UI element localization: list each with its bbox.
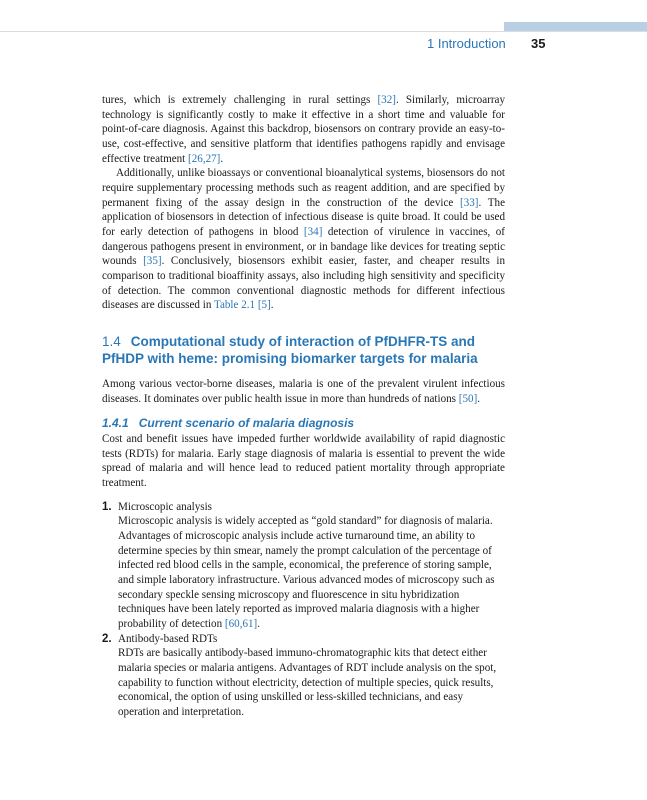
paragraph-4: Cost and benefit issues have impeded further worldwide availability of rapid diagnostic tests (RDTs) for malaria. Early stage diagnosis of malaria is essential to prevent the wide spread of malaria and will hence lead to reduced patient mortality through appropriate treatment. [102,433,505,490]
page-body [102,93,505,720]
subsection-number: 1.4.1 [102,416,129,431]
citation-link[interactable]: [50] [458,392,478,405]
list-item-number: 2. [102,632,112,645]
list-item-title: Microscopic analysis [118,500,212,513]
list-item-number: 1. [102,500,112,513]
section-title: Computational study of interaction of PfDHFR-TS and PfHDP with heme: promising biomarker targets for malaria [102,333,478,366]
subsection-heading [102,416,505,431]
citation-link[interactable]: [34] [303,225,323,238]
paragraph-3: Among various vector-borne diseases, malaria is one of the prevalent virulent infectious diseases. It dominates over public health issue in more than hundreds of nations [50]. [102,377,505,405]
table-link[interactable]: Table 2.1 [213,299,256,312]
citation-link[interactable]: [5] [257,299,271,312]
list-item [102,500,505,632]
list-item [102,632,505,720]
citation-link[interactable]: [26,27] [188,152,221,165]
citation-link[interactable]: [35] [143,255,162,268]
numbered-list [102,500,505,720]
section-number: 1.4 [102,333,121,349]
section-heading [102,333,505,367]
list-item-text: Microscopic analysis is widely accepted as “gold standard” for diagnosis of malaria. Advantages of microscopic analysis include active turnaround time, an ability to determine species by thin smear, namely the prompt calculation of the percentage of infected red blood cells in the sample, economical, the preference of storing sample, and simple laboratory infrastructure. Various advanced modes of microscopy such as secondary speckle sensing microscopy and fluorescence in situ hybridization techniques have been lately reported as improved malaria diagnosis with a higher probability of detection [60,61]. [118,515,495,631]
citation-link[interactable]: [33] [460,196,479,209]
running-head: 1 Introduction [427,36,506,51]
paragraph-2: Additionally, unlike bioassays or conventional bioanalytical systems, biosensors do not require supplementary processing methods such as reagent addition, and are specified by permanent fixing of the assay design in the construction of the device [33]. The application of biosensors in detection of infectious disease is quite broad. It could be used for early detection of pathogens in blood [34] detection of virulence in vaccines, of dangerous pathogens present in environment, or in bandage like devices for treating septic wounds [35]. Conclusively, biosensors exhibit easier, faster, and cheaper results in comparison to traditional bioaffinity assays, also including high sensitivity and specificity of detection. The common conventional diagnostic methods for different infectious diseases are discussed in Table 2.1 [5]. [102,167,505,312]
page-number: 35 [531,36,546,51]
citation-link[interactable]: [32] [377,94,396,106]
list-item-title: Antibody-based RDTs [118,632,218,645]
list-item-text: RDTs are basically antibody-based immuno-chromatographic kits that detect either malaria species or malaria antigens. Advantages of RDT include analysis on the spot, capability to function without electricity, detection of multiple species, quick results, economical, the option of using unskilled or less-skilled technicians, and easy operation and interpretation. [118,647,497,718]
header-rule [0,31,647,32]
subsection-title: Current scenario of malaria diagnosis [138,416,355,431]
header-accent-bar [504,22,647,31]
citation-link[interactable]: [60,61] [224,618,258,631]
paragraph-1: tures, which is extremely challenging in rural settings [32]. Similarly, microarray technology is significantly costly to make it effective in a short time and valuable for point-of-care diagnosis. Against this backdrop, biosensors on contrary provide an easy-to-use, cost-effective, and sensitive platform that identifies pathogens rapidly and envisage effective treatment [26,27]. [102,94,505,165]
